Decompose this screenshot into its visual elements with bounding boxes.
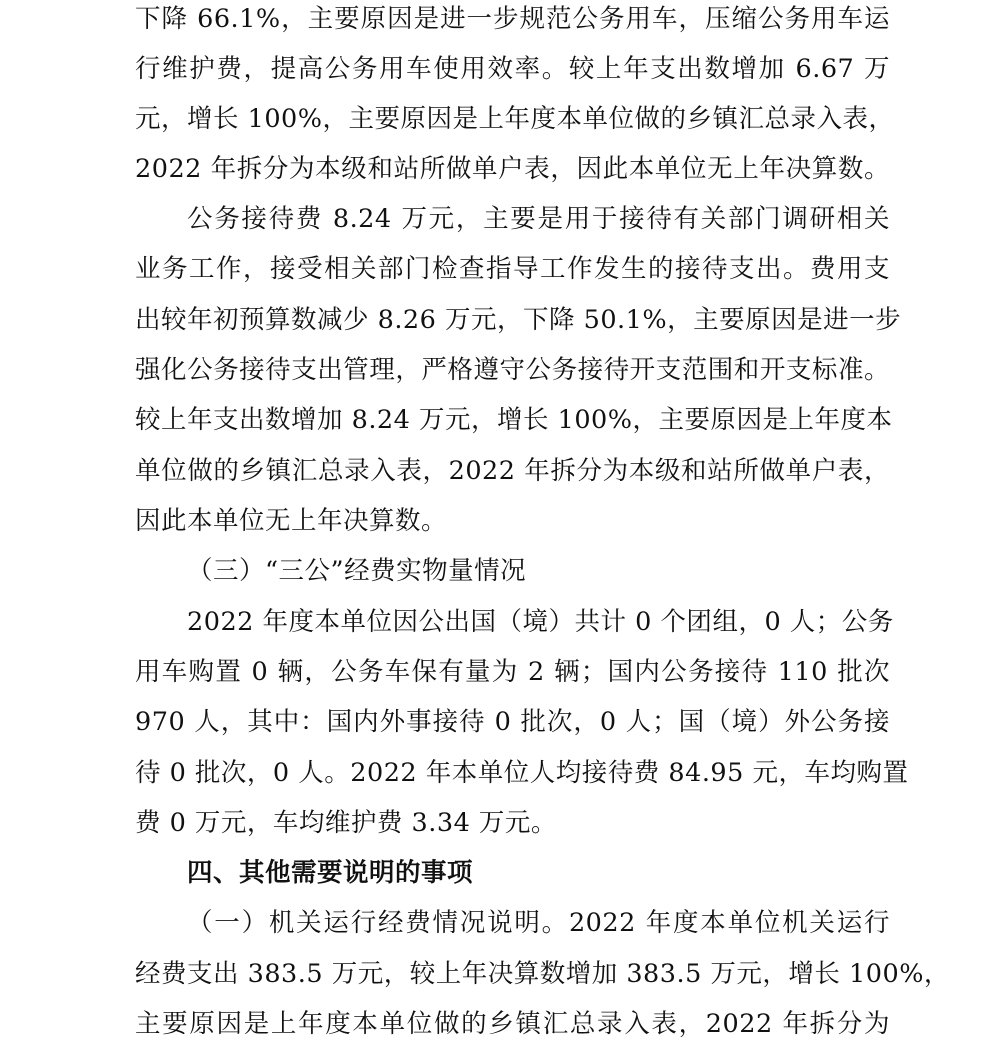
- paragraph-line: 用车购置 0 辆，公务车保有量为 2 辆；国内公务接待 110 批次: [135, 657, 890, 687]
- paragraph-line: 2022 年度本单位因公出国（境）共计 0 个团组，0 人；公务: [187, 607, 894, 637]
- section-heading: 四、其他需要说明的事项: [187, 858, 474, 888]
- paragraph-line: 待 0 批次，0 人。2022 年本单位人均接待费 84.95 元，车均购置: [135, 758, 909, 788]
- paragraph-line: 业务工作，接受相关部门检查指导工作发生的接待支出。费用支: [135, 254, 890, 284]
- paragraph-line: 元，增长 100%，主要原因是上年度本单位做的乡镇汇总录入表，: [135, 104, 895, 134]
- paragraph-line: 经费支出 383.5 万元，较上年决算数增加 383.5 万元，增长 100%，: [135, 959, 950, 989]
- paragraph-line: 主要原因是上年度本单位做的乡镇汇总录入表，2022 年拆分为: [135, 1009, 890, 1039]
- paragraph-line: 较上年支出数增加 8.24 万元，增长 100%，主要原因是上年度本: [135, 405, 893, 435]
- paragraph-line: 费 0 万元，车均维护费 3.34 万元。: [135, 808, 557, 838]
- paragraph-line: 公务接待费 8.24 万元，主要是用于接待有关部门调研相关: [187, 204, 890, 234]
- paragraph-line: 因此本单位无上年决算数。: [135, 506, 448, 536]
- paragraph-line: 2022 年拆分为本级和站所做单户表，因此本单位无上年决算数。: [135, 154, 890, 184]
- paragraph-line: 970 人，其中：国内外事接待 0 批次，0 人；国（境）外公务接: [135, 707, 890, 737]
- paragraph-line: 单位做的乡镇汇总录入表，2022 年拆分为本级和站所做单户表，: [135, 456, 890, 486]
- paragraph-line: 下降 66.1%，主要原因是进一步规范公务用车，压缩公务用车运: [135, 4, 890, 34]
- paragraph-line: 强化公务接待支出管理，严格遵守公务接待开支范围和开支标准。: [135, 355, 890, 385]
- section-subheading: （三）“三公”经费实物量情况: [187, 556, 527, 586]
- paragraph-line: 出较年初预算数减少 8.26 万元，下降 50.1%，主要原因是进一步: [135, 305, 902, 335]
- paragraph-line: （一）机关运行经费情况说明。2022 年度本单位机关运行: [187, 908, 890, 938]
- paragraph-line: 行维护费，提高公务用车使用效率。较上年支出数增加 6.67 万: [135, 54, 890, 84]
